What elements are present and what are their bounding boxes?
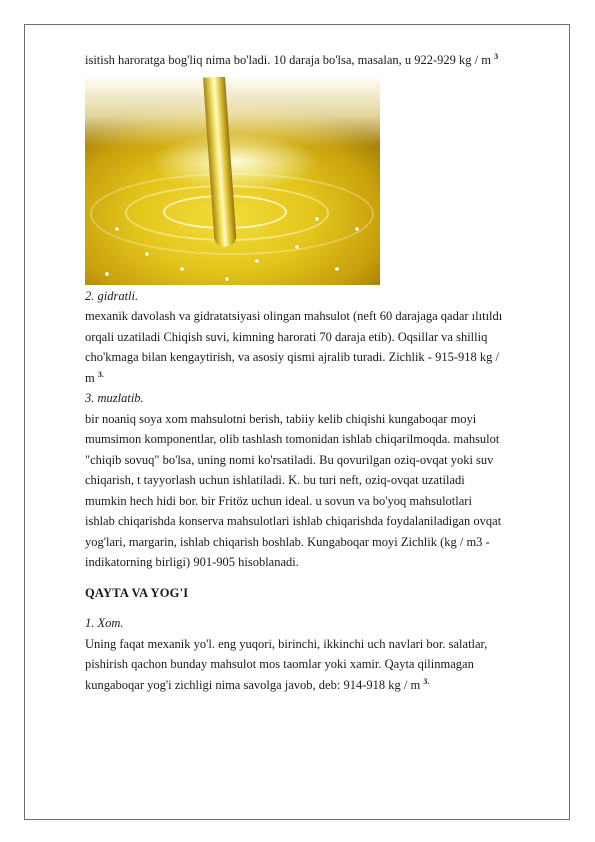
section-raw-last-text: kungaboqar yog'i zichligi nima savolga javob, deb: 914-918 kg / m <box>85 677 421 692</box>
photo-bubble <box>145 252 149 256</box>
section-2-line: cho'kmaga bilan kengaytirish, va asosiy qismi ajralib turadi. Zichlik - 915-918 kg / <box>85 350 499 364</box>
section-3-line: mumsimon komponentlar, olib tashlash tomonidan ishlab chiqarilmoqda. mahsulot <box>85 432 500 446</box>
section-raw-line: pishirish qachon bunday mahsulot mos taomlar yoki xamir. Qayta qilinmagan <box>85 657 474 671</box>
oil-pour-photo <box>85 77 380 285</box>
section-3-line: yog'lari, margarin, ishlab chiqarish boshlab. Kungaboqar moyi Zichlik (kg / m3 - <box>85 534 490 549</box>
intro-text: isitish haroratga bog'liq nima bo'ladi. 10 daraja bo'lsa, masalan, u 922-929 kg / m <box>85 53 491 67</box>
section-2-title: 2. gidratli. <box>85 288 139 303</box>
section-2-line: orqali uzatiladi Chiqish suvi, kimning harorati 70 daraja etib). Oqsillar va shilliq <box>85 329 488 344</box>
section-3-line: indikatorning birligi) 901-905 hisoblanadi. <box>85 555 299 569</box>
section-3-line: "chiqib sovuq" bo'lsa, uning nomi ko'rsatiladi. Bu qovurilgan oziq-ovqat yoki suv <box>85 452 494 467</box>
section-2-superscript: 3. <box>97 369 104 379</box>
section-2-line: mexanik davolash va gidratatsiyasi olingan mahsulot (neft 60 darajaga qadar ılıtıldı <box>85 309 503 323</box>
photo-bubble <box>295 245 299 249</box>
section-3-line: bir noaniq soya xom mahsulotni berish, tabiiy kelib chiqishi kungaboqar moyi <box>85 411 477 426</box>
photo-bubble <box>115 227 119 231</box>
photo-bubble <box>335 267 339 271</box>
section-2-last-text: m <box>85 370 95 385</box>
section-3-line: chiqarish, t tayyorlash uchun ishlatiladi. K. bu turi neft, oziq-ovqat uzatiladi <box>85 473 465 487</box>
photo-bubble <box>105 272 109 276</box>
section-raw-last-line <box>85 675 553 696</box>
intro-superscript: 3 <box>494 51 499 61</box>
section-raw-line: Uning faqat mexanik yo'l. eng yuqori, birinchi, ikkinchi uch navlari bor. salatlar, <box>85 636 488 651</box>
photo-bubble <box>315 217 319 221</box>
section-3-title: 3. muzlatib. <box>85 391 144 405</box>
section-3-line: ishlab chiqarishda konserva mahsulotlari ishlab chiqarishda foydalaniladigan ovqat <box>85 514 502 528</box>
document-body <box>85 50 553 695</box>
section-heading: QAYTA VA YOG'I <box>85 585 189 600</box>
photo-highlight <box>85 77 380 147</box>
photo-bubble <box>255 259 259 263</box>
section-raw-superscript: 3. <box>423 676 430 686</box>
photo-bubble <box>180 267 184 271</box>
section-2-last-line <box>85 368 553 389</box>
section-raw-title: 1. Xom. <box>85 616 124 630</box>
section-3-line: mumkin hech hidi bor. bir Fritöz uchun ideal. u sovun va bo'yoq mahsulotlari <box>85 493 472 508</box>
intro-paragraph <box>85 50 553 71</box>
photo-bubble <box>355 227 359 231</box>
photo-bubble <box>225 277 229 281</box>
